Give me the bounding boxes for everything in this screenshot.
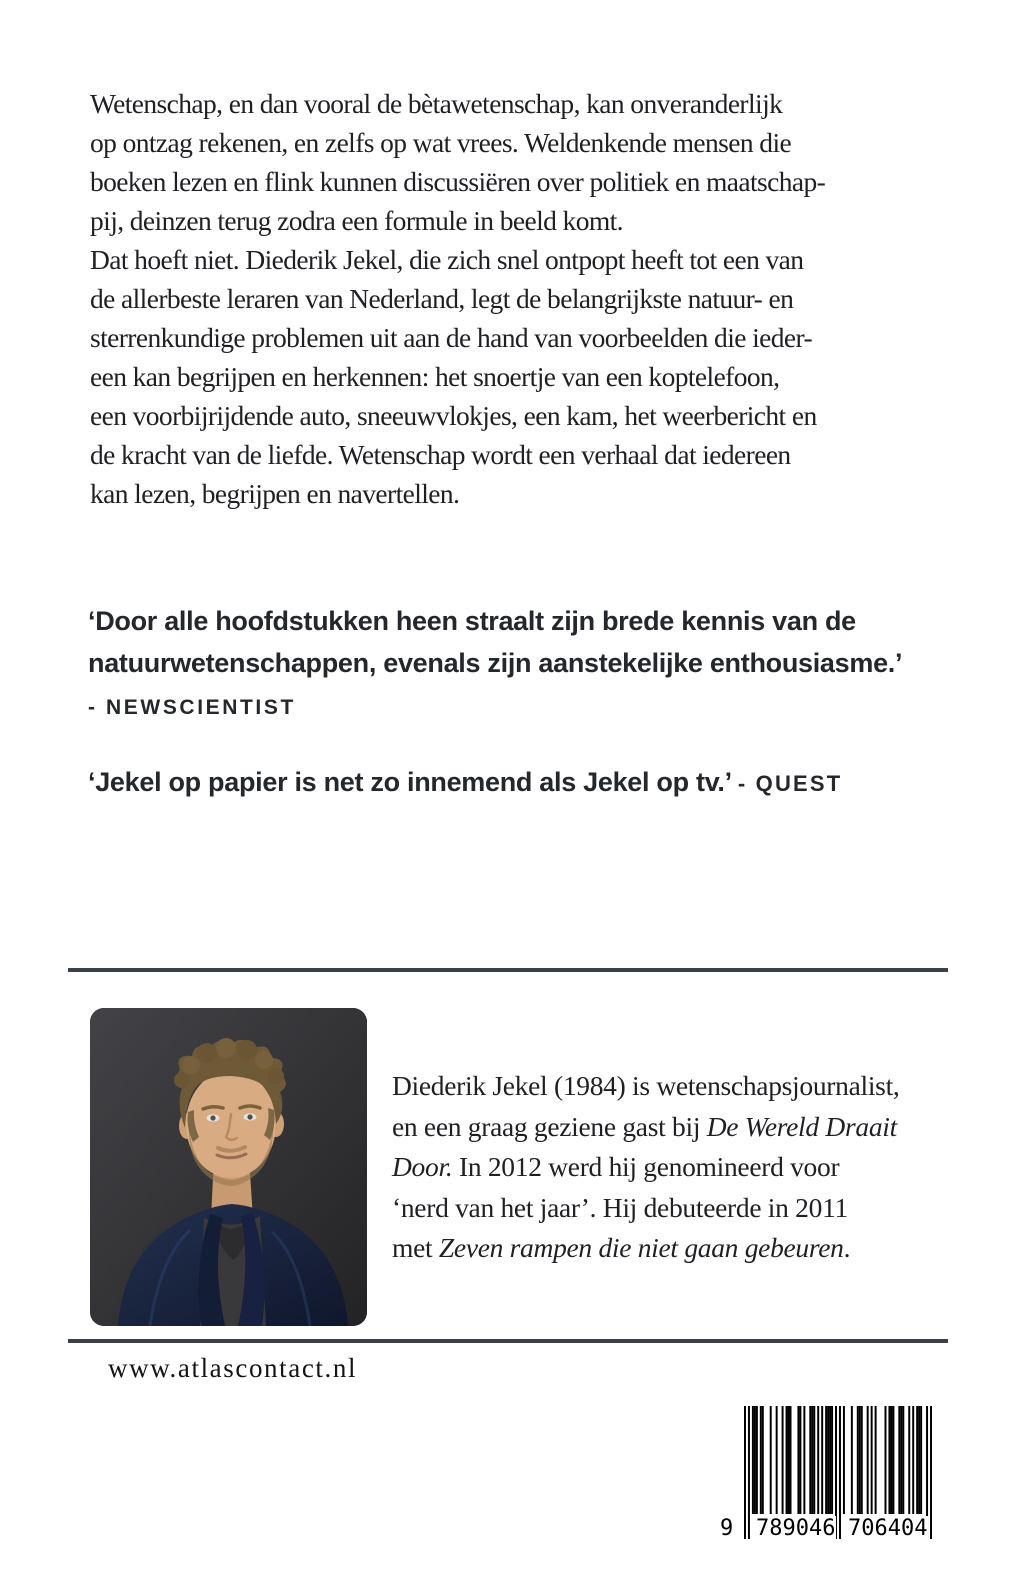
blurb-line: pij, deinzen terug zodra een formule in beeld komt.: [90, 205, 623, 236]
bio-title-italic: Zeven rampen die niet gaan gebeuren: [438, 1232, 844, 1263]
author-photo-illustration: [90, 1008, 367, 1326]
blurb-line: Wetenschap, en dan vooral de bètawetenschap, kan onveranderlijk: [90, 88, 783, 119]
isbn-digits: [714, 1516, 946, 1548]
divider-top: [68, 968, 948, 972]
bio-text: .: [843, 1232, 851, 1263]
quote-line: ‘Door alle hoofdstukken heen straalt zijn brede kennis van de: [88, 606, 856, 636]
quote-line: natuurwetenschappen, evenals zijn aanstekelijke enthousiasme.’: [88, 648, 903, 678]
publisher-url: www.atlascontact.nl: [108, 1353, 358, 1383]
isbn-digit-group: 789046: [756, 1516, 836, 1541]
bio-text: Diederik Jekel (1984) is wetenschapsjournalist,: [392, 1070, 900, 1101]
quote-attribution: - NEWSCIENTIST: [88, 696, 296, 719]
bio-text: en een graag geziene gast bij: [392, 1110, 707, 1142]
isbn-digit-group: 9: [720, 1516, 734, 1541]
bio-text: In 2012 werd hij genomineerd voor: [452, 1151, 840, 1182]
bio-text: met: [392, 1232, 439, 1263]
bio-line: [392, 1228, 900, 1269]
bio-line: [392, 1188, 900, 1229]
blurb-line: op ontzag rekenen, en zelfs op wat vrees. Weldenkende mensen die: [90, 127, 792, 158]
bio-line: [392, 1066, 900, 1107]
bio-text: ‘nerd van het jaar’. Hij debuteerde in 2011: [392, 1191, 848, 1223]
press-quote-newscientist: [88, 600, 902, 721]
press-quote-quest: [88, 762, 842, 804]
blurb-line: sterrenkundige problemen uit aan de hand van voorbeelden die ieder-: [90, 322, 813, 353]
quote-text: ‘Jekel op papier is net zo innemend als Jekel op tv.’: [88, 767, 732, 797]
quote-attribution: - QUEST: [737, 771, 843, 796]
isbn-barcode: [714, 1406, 946, 1551]
blurb-line: de kracht van de liefde. Wetenschap wordt een verhaal dat iedereen: [90, 439, 791, 470]
divider-bottom: [68, 1339, 948, 1343]
blurb-text: [90, 84, 825, 513]
blurb-line: de allerbeste leraren van Nederland, legt de belangrijkste natuur- en: [90, 283, 794, 314]
author-bio: [392, 1066, 900, 1269]
isbn-digit-group: 706404: [848, 1516, 928, 1541]
bio-line: [392, 1107, 900, 1148]
blurb-line: een voorbijrijdende auto, sneeuwvlokjes, een kam, het weerbericht en: [90, 400, 817, 431]
bio-title-italic: De Wereld Draait: [706, 1110, 897, 1142]
bio-title-italic: Door.: [392, 1151, 453, 1182]
author-photo: [90, 1008, 367, 1326]
blurb-line: boeken lezen en flink kunnen discussiëren over politiek en maatschap-: [90, 166, 826, 197]
blurb-line: kan lezen, begrijpen en navertellen.: [90, 478, 460, 509]
blurb-line: een kan begrijpen en herkennen: het snoertje van een koptelefoon,: [90, 361, 780, 392]
blurb-line: Dat hoeft niet. Diederik Jekel, die zich snel ontpopt heeft tot een van: [90, 244, 804, 275]
bio-line: [392, 1147, 900, 1188]
